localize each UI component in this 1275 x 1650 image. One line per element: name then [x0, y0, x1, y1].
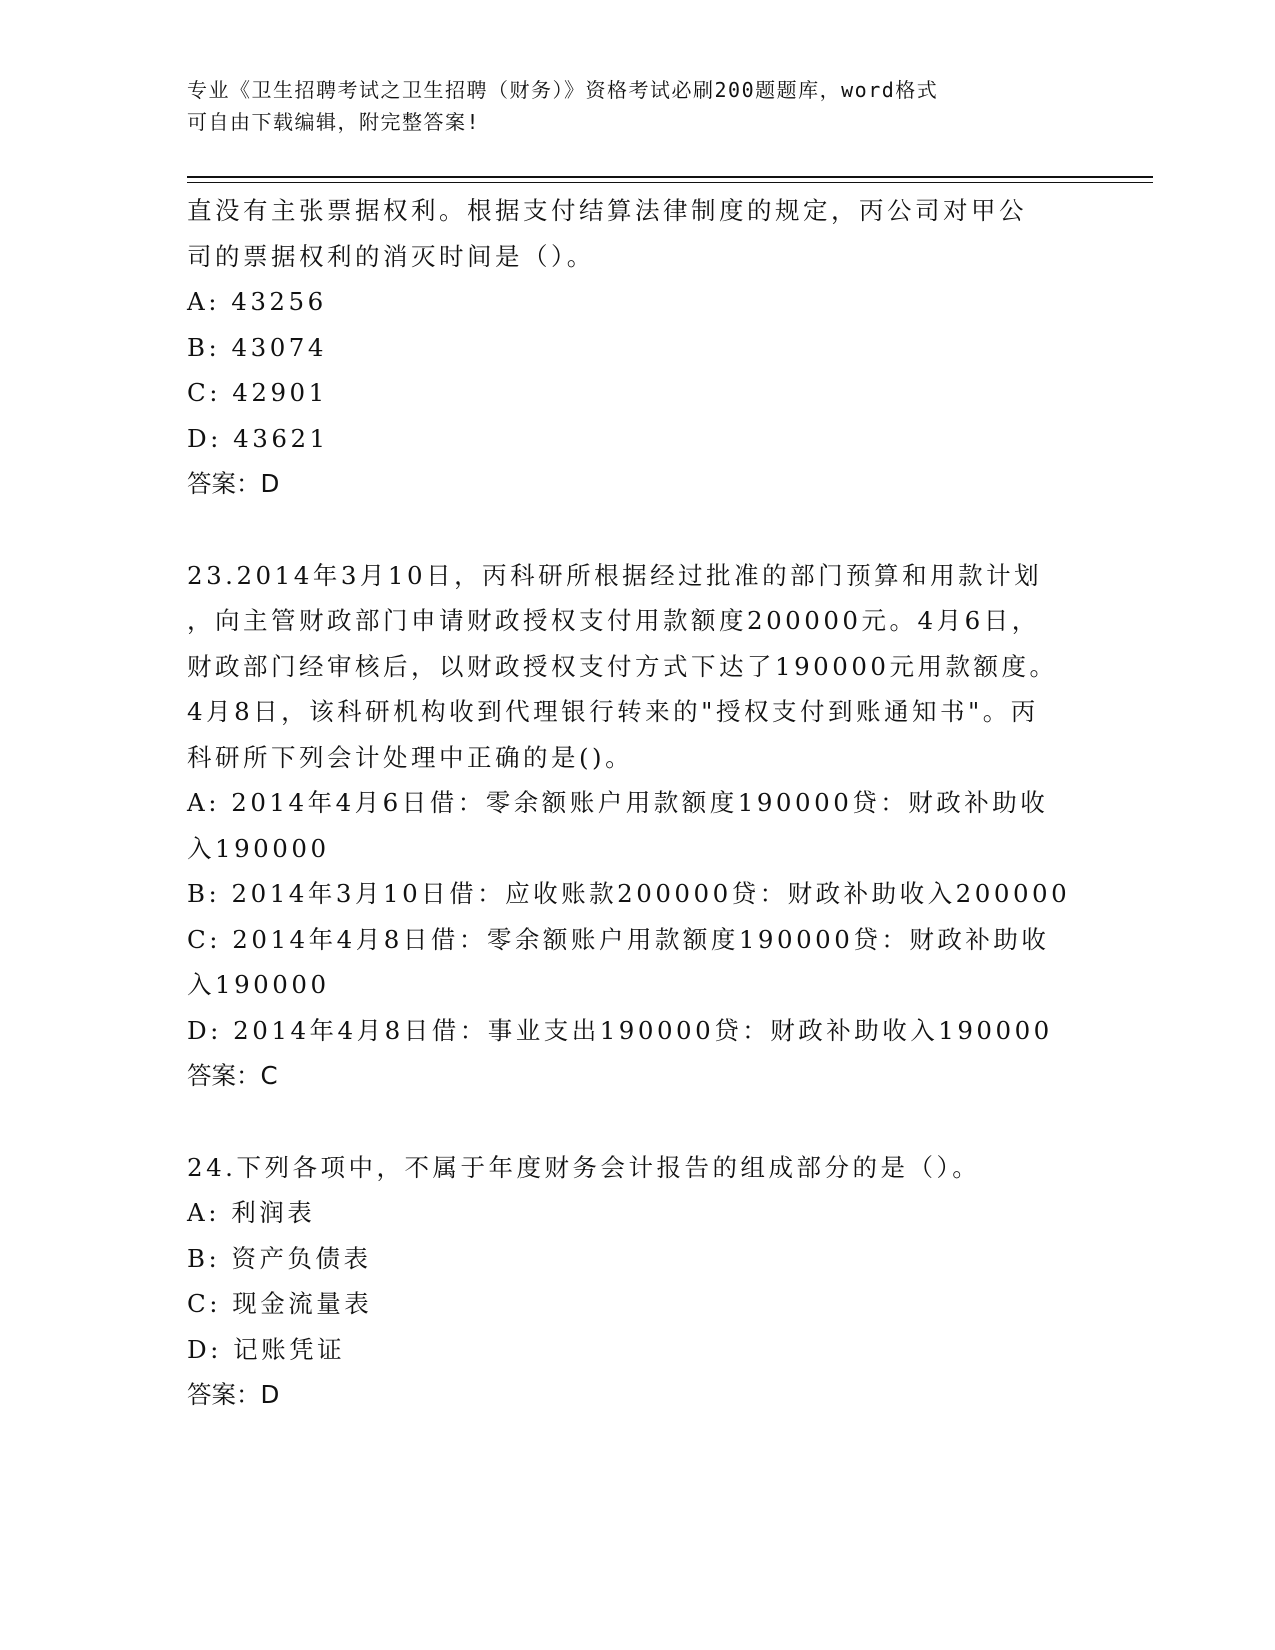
question-content: [187, 188, 1087, 1418]
answer-line: 答案：D: [187, 1380, 280, 1409]
option-c: C: 2014年4月8日借：零余额账户用款额度190000贷：财政补助收: [187, 924, 1050, 954]
option-d: D: 2014年4月8日借：事业支出190000贷：财政补助收入190000: [187, 1015, 1053, 1045]
question-22: [187, 188, 1087, 507]
question-24: [187, 1145, 1087, 1418]
question-23: [187, 553, 1087, 1099]
question-stem-line: 4月8日，该科研机构收到代理银行转来的"授权支付到账通知书"。丙: [187, 697, 1039, 726]
option-b: B: 2014年3月10日借：应收账款200000贷：财政补助收入200000: [187, 879, 1071, 908]
page-header: [187, 74, 1067, 138]
option-b: B: 资产负债表: [187, 1243, 372, 1273]
option-d: D: 记账凭证: [187, 1334, 346, 1364]
option-a-continued: 入190000: [187, 833, 330, 863]
question-stem-line: 司的票据权利的消灭时间是（）。: [187, 241, 595, 271]
question-stem-line: 科研所下列会计处理中正确的是()。: [187, 742, 634, 772]
option-a: A: 利润表: [187, 1198, 316, 1227]
option-a: A: 43256: [187, 287, 327, 316]
header-divider-thick: [187, 176, 1153, 178]
question-stem-line: ，向主管财政部门申请财政授权支付用款额度200000元。4月6日，: [187, 606, 1040, 635]
answer-line: 答案：D: [187, 469, 280, 498]
header-divider-thin: [187, 182, 1153, 183]
answer-line: 答案：C: [187, 1061, 278, 1090]
question-spacer: [187, 1099, 1087, 1145]
question-stem-line: 直没有主张票据权利。根据支付结算法律制度的规定，丙公司对甲公: [187, 196, 1027, 225]
question-spacer: [187, 507, 1087, 553]
header-line-2: 可自由下载编辑，附完整答案!: [187, 110, 481, 134]
option-c: C: 42901: [187, 378, 328, 407]
option-a: A: 2014年4月6日借：零余额账户用款额度190000贷：财政补助收: [187, 788, 1049, 817]
question-stem-line: 财政部门经审核后，以财政授权支付方式下达了190000元用款额度。: [187, 651, 1058, 681]
option-c: C: 现金流量表: [187, 1289, 373, 1318]
option-c-continued: 入190000: [187, 970, 330, 999]
header-line-1: 专业《卫生招聘考试之卫生招聘（财务）》资格考试必刷200题题库，word格式: [187, 78, 939, 102]
option-b: B: 43074: [187, 332, 327, 362]
question-stem-line: 23.2014年3月10日，丙科研所根据经过批准的部门预算和用款计划: [187, 560, 1043, 590]
question-stem-line: 24.下列各项中，不属于年度财务会计报告的组成部分的是（）。: [187, 1152, 981, 1182]
option-d: D: 43621: [187, 423, 329, 453]
